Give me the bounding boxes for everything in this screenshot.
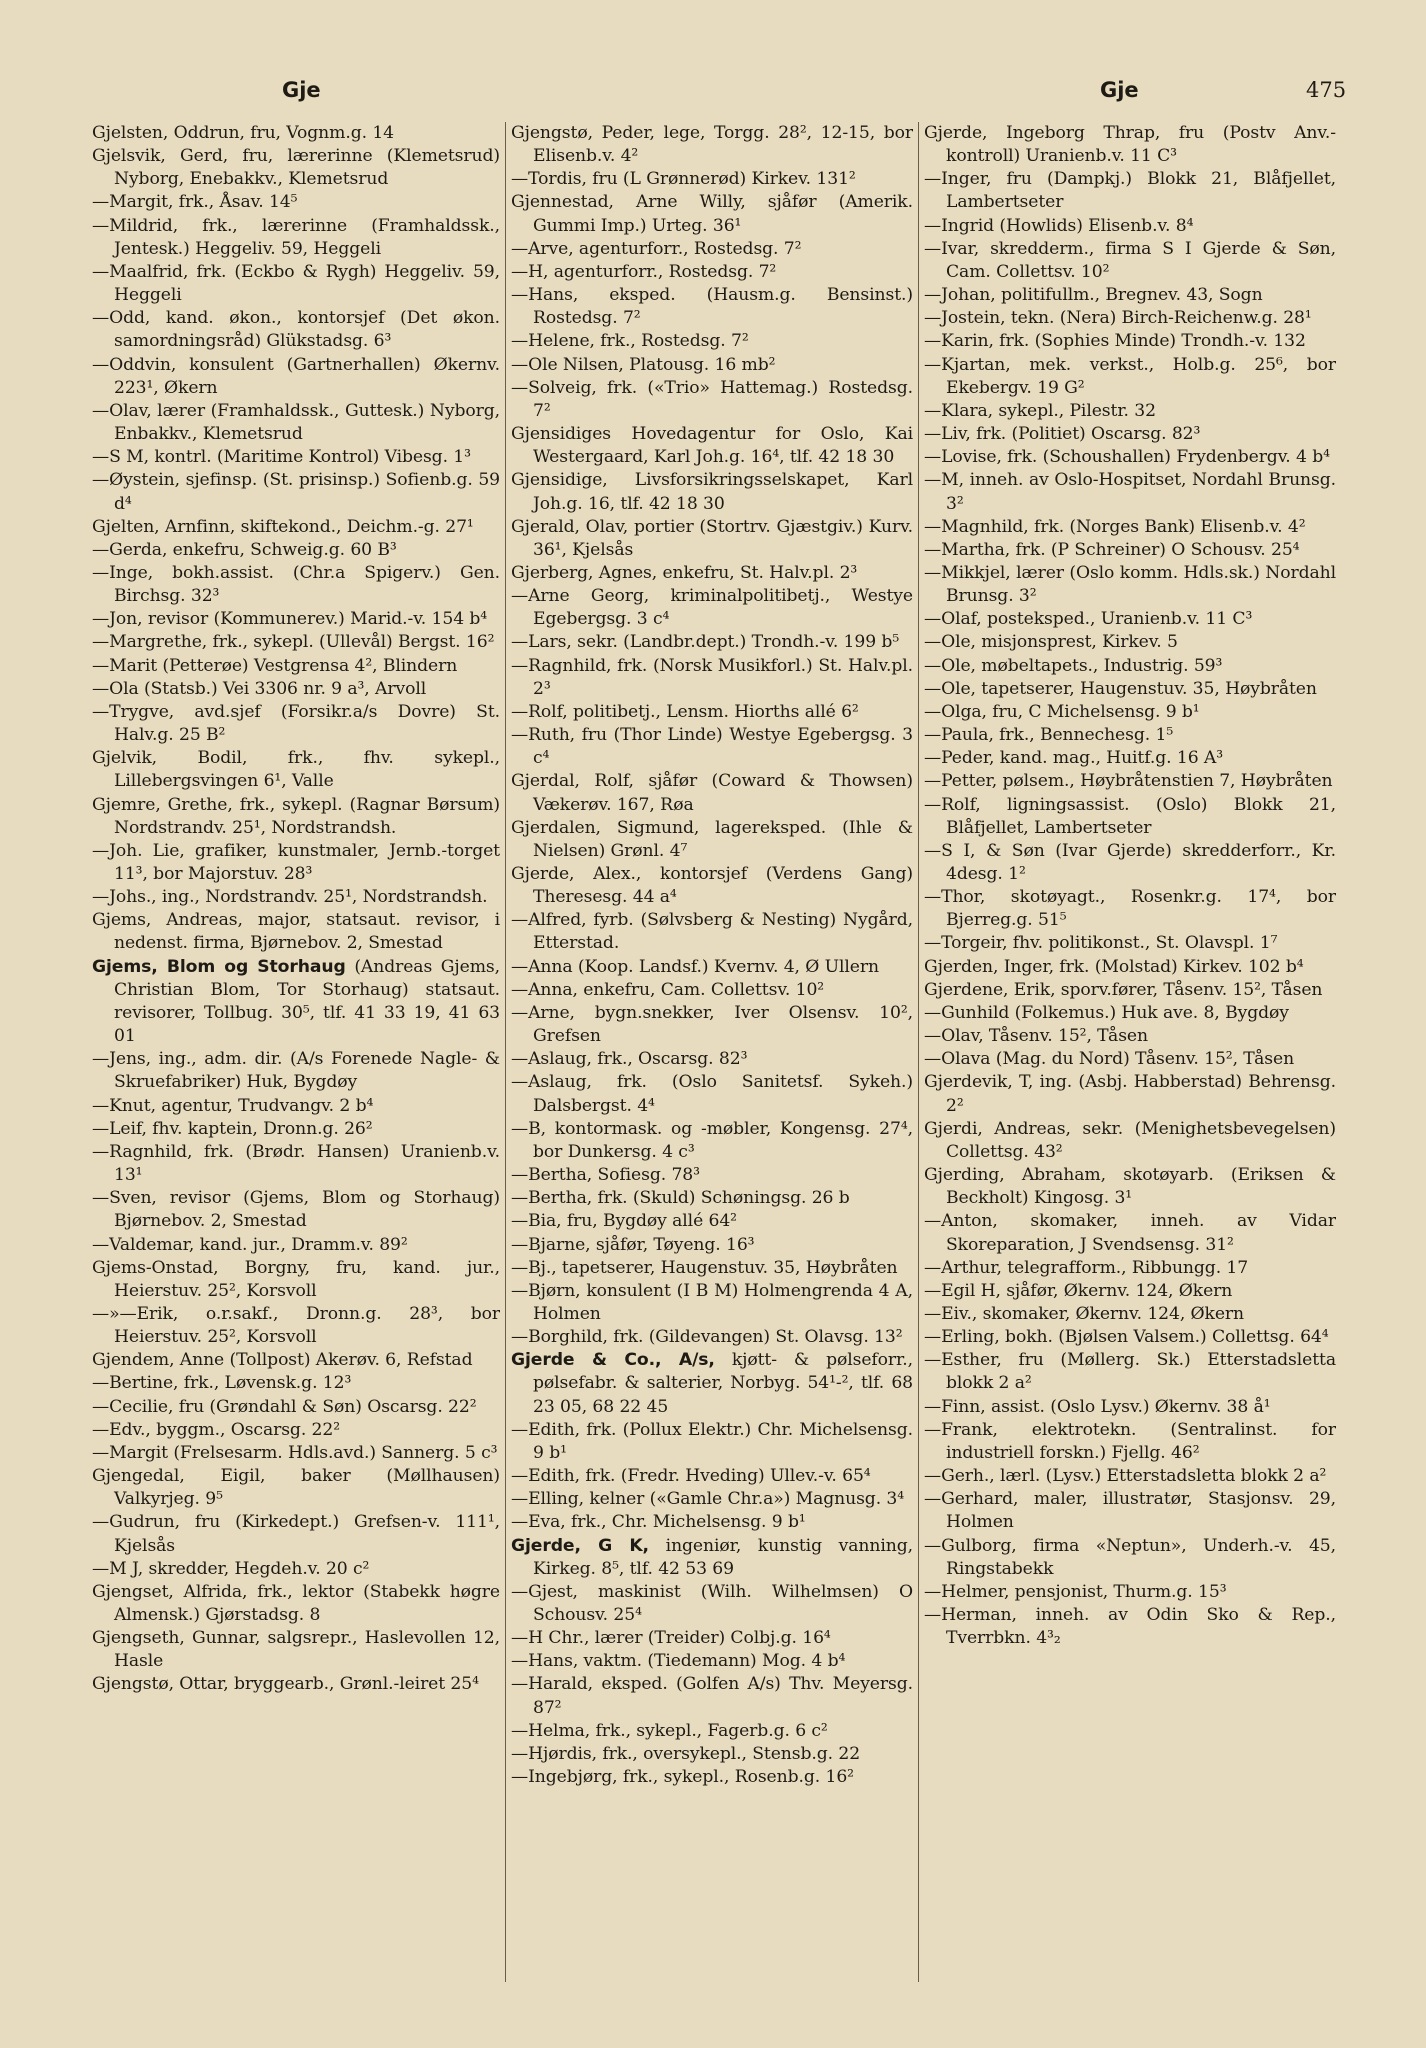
directory-entry: Gjerde, Alex., kontorsjef (Verdens Gang) Theresesg. 44 a⁴ [511, 864, 913, 908]
directory-entry: —Egil H, sjåfør, Økernv. 124, Økern [924, 1280, 1233, 1301]
directory-entry: Gjensidiges Hovedagentur for Oslo, Kai Westergaard, Karl Joh.g. 16⁴, tlf. 42 18 30 [511, 424, 913, 468]
directory-entry: —Johs., ing., Nordstrandv. 25¹, Nordstrandsh. [92, 887, 488, 908]
directory-entry: Gjelvik, Bodil, frk., fhv. sykepl., Lillebergsvingen 6¹, Valle [92, 748, 500, 792]
directory-entry: —Elling, kelner («Gamle Chr.a») Magnusg. 3⁴ [511, 1489, 905, 1510]
directory-entry: —»—Erik, o.r.sakf., Dronn.g. 28³, bor Heierstuv. 25², Korsvoll [92, 1303, 500, 1348]
directory-entry: —Arve, agenturforr., Rostedsg. 7² [511, 238, 802, 259]
directory-entry: —Edith, frk. (Fredr. Hveding) Ullev.-v. 65⁴ [511, 1466, 871, 1487]
directory-entry: Gjemre, Grethe, frk., sykepl. (Ragnar Børsum) Nordstrandv. 25¹, Nordstrandsh. [92, 794, 500, 838]
directory-entry: Gjerdevik, T, ing. (Asbj. Habberstad) Behrensg. 2² [924, 1072, 1336, 1116]
directory-entry: Gjerdalen, Sigmund, lagereksped. (Ihle & Nielsen) Grønl. 4⁷ [511, 817, 913, 861]
directory-entry: —Marit (Petterøe) Vestgrensa 4², Blindern [92, 655, 458, 676]
directory-entry: Gjennestad, Arne Willy, sjåfør (Amerik. Gummi Imp.) Urteg. 36¹ [511, 192, 913, 236]
directory-entry: —Margit (Frelsesarm. Hdls.avd.) Sannerg. 5 c³ [92, 1442, 498, 1463]
directory-entry: —Bertine, frk., Løvensk.g. 12³ [92, 1373, 352, 1394]
directory-entry: —Olaf, posteksped., Uranienb.v. 11 C³ [924, 609, 1253, 630]
directory-entry: —Mikkjel, lærer (Oslo komm. Hdls.sk.) Nordahl Brunsg. 3² [924, 562, 1336, 607]
directory-entry: —Gerh., lærl. (Lysv.) Etterstadsletta blokk 2 a² [924, 1466, 1327, 1487]
directory-entry: —H Chr., lærer (Treider) Colbj.g. 16⁴ [511, 1628, 831, 1649]
directory-entry: Gjelsvik, Gerd, fru, lærerinne (Klemetsrud) Nyborg, Enebakkv., Klemetsrud [92, 146, 500, 190]
directory-entry: —Mildrid, frk., lærerinne (Framhaldssk., Jentesk.) Heggeliv. 59, Heggeli [92, 215, 500, 259]
directory-entry: —Hans, eksped. (Hausm.g. Bensinst.) Rostedsg. 7² [511, 285, 913, 329]
directory-entry: —Gerhard, maler, illustratør, Stasjonsv. 29, Holmen [924, 1489, 1336, 1533]
directory-entry: —Joh. Lie, grafiker, kunstmaler, Jernb.-torget 11³, bor Majorstuv. 28³ [92, 840, 500, 884]
directory-entry: —Esther, fru (Møllerg. Sk.) Etterstadsletta blokk 2 a² [924, 1350, 1336, 1394]
page-header [0, 78, 1426, 114]
directory-entry: Gjengstø, Ottar, bryggearb., Grønl.-leiret 25⁴ [92, 1674, 479, 1695]
directory-entry: —Frank, elektrotekn. (Sentralinst. for industriell forskn.) Fjellg. 46² [924, 1419, 1336, 1463]
directory-entry: Gjengedal, Eigil, baker (Møllhausen) Valkyrjeg. 9⁵ [92, 1466, 500, 1510]
directory-entry: —Ruth, fru (Thor Linde) Westye Egebergsg. 3 c⁴ [511, 725, 913, 769]
directory-entry: —Jostein, tekn. (Nera) Birch-Reichenw.g. 28¹ [924, 308, 1312, 329]
directory-entry: —Olav, lærer (Framhaldssk., Guttesk.) Nyborg, Enbakkv., Klemetsrud [92, 400, 500, 445]
directory-entry: —Solveig, frk. («Trio» Hattemag.) Rostedsg. 7² [511, 377, 913, 421]
directory-entry: —S I, & Søn (Ivar Gjerde) skredderforr., Kr. 4desg. 1² [924, 840, 1336, 884]
directory-entry: Gjerde, Ingeborg Thrap, fru (Postv Anv.- kontroll) Uranienb.v. 11 C³ [924, 123, 1336, 167]
directory-entry: —Olav, Tåsenv. 15², Tåsen [924, 1026, 1148, 1047]
directory-entry: —Gulborg, firma «Neptun», Underh.-v. 45, Ringstabekk [924, 1535, 1336, 1579]
directory-entry: —Bertha, frk. (Skuld) Schøningsg. 26 b [511, 1188, 850, 1209]
directory-entry: —Oddvin, konsulent (Gartnerhallen) Økernv. 223¹, Økern [92, 354, 500, 398]
directory-entry: —Borghild, frk. (Gildevangen) St. Olavsg. 13² [511, 1327, 903, 1348]
directory-entry: —Øystein, sjefinsp. (St. prisinsp.) Sofienb.g. 59 d⁴ [92, 470, 500, 514]
directory-entry: Gjerde & Co., A/s, kjøtt- & pølseforr., pølsefabr. & salterier, Norbyg. 54¹‑², tlf. 68 23 05, 68 22 45 [511, 1350, 913, 1417]
directory-entry: —Ivar, skredderm., firma S I Gjerde & Søn, Cam. Collettsv. 10² [924, 238, 1336, 282]
directory-entry: —Maalfrid, frk. (Eckbo & Rygh) Heggeliv. 59, Heggeli [92, 261, 500, 306]
directory-entry: —Eva, frk., Chr. Michelsensg. 9 b¹ [511, 1512, 806, 1533]
directory-entry: Gjengset, Alfrida, frk., lektor (Stabekk høgre Almensk.) Gjørstadsg. 8 [92, 1581, 500, 1625]
directory-entry: —Arthur, telegrafform., Ribbungg. 17 [924, 1257, 1249, 1278]
header-left-keyword: Gje [282, 78, 321, 102]
directory-entry: Gjerdene, Erik, sporv.fører, Tåsenv. 15², Tåsen [924, 979, 1323, 1000]
directory-entry: —Hans, vaktm. (Tiedemann) Mog. 4 b⁴ [511, 1651, 846, 1672]
directory-entry: —Lars, sekr. (Landbr.dept.) Trondh.-v. 199 b⁵ [511, 632, 900, 653]
directory-entry: —Helmer, pensjonist, Thurm.g. 15³ [924, 1581, 1227, 1602]
directory-entry: —Rolf, ligningsassist. (Oslo) Blokk 21, Blåfjellet, Lambertseter [924, 794, 1336, 838]
directory-entry: —Bjørn, konsulent (I B M) Holmengrenda 4 A, Holmen [511, 1280, 913, 1324]
directory-entry: Gjerde, G K, ingeniør, kunstig vanning, Kirkeg. 8⁵, tlf. 42 53 69 [511, 1535, 913, 1579]
directory-entry: Gjengstø, Peder, lege, Torgg. 28², 12-15, bor Elisenb.v. 4² [511, 123, 913, 167]
directory-entry: —Aslaug, frk., Oscarsg. 82³ [511, 1049, 748, 1070]
directory-entry: —Jon, revisor (Kommunerev.) Marid.-v. 154 b⁴ [92, 609, 488, 630]
directory-entry: —M, inneh. av Oslo-Hospitset, Nordahl Brunsg. 3² [924, 470, 1336, 514]
directory-entry: —Ragnhild, frk. (Norsk Musikforl.) St. Halv.pl. 2³ [511, 655, 913, 699]
directory-entry: —Thor, skotøyagt., Rosenkr.g. 17⁴, bor Bjerreg.g. 51⁵ [924, 887, 1336, 931]
directory-entry: —Anna (Koop. Landsf.) Kvernv. 4, Ø Ullern [511, 956, 879, 977]
directory-entry: —Margit, frk., Åsav. 14⁵ [92, 192, 298, 213]
directory-entry: —Odd, kand. økon., kontorsjef (Det økon. samordningsråd) Glükstadsg. 6³ [92, 308, 500, 352]
directory-entry: —Leif, fhv. kaptein, Dronn.g. 26² [92, 1118, 373, 1139]
directory-entry: —Ragnhild, frk. (Brødr. Hansen) Uranienb.v. 13¹ [92, 1141, 500, 1186]
header-right-keyword: Gje [1100, 78, 1139, 102]
directory-entry: —Bjarne, sjåfør, Tøyeng. 16³ [511, 1234, 755, 1255]
directory-entry: Gjensidige, Livsforsikringsselskapet, Karl Joh.g. 16, tlf. 42 18 30 [511, 470, 913, 514]
directory-entry: —Ola (Statsb.) Vei 3306 nr. 9 a³, Arvoll [92, 678, 427, 699]
directory-entry: —Arne Georg, kriminalpolitibetj., Westye Egebergsg. 3 c⁴ [511, 586, 913, 630]
directory-entry: —Arne, bygn.snekker, Iver Olsensv. 10², Grefsen [511, 1002, 913, 1047]
directory-entry: —Petter, pølsem., Høybråtenstien 7, Høybråten [924, 771, 1333, 792]
directory-entry: —M J, skredder, Hegdeh.v. 20 c² [92, 1558, 370, 1579]
directory-entry: —Karin, frk. (Sophies Minde) Trondh.-v. 132 [924, 331, 1306, 352]
directory-entry: —Olava (Mag. du Nord) Tåsenv. 15², Tåsen [924, 1049, 1295, 1070]
directory-entry: —Alfred, fyrb. (Sølvsberg & Nesting) Nygård, Etterstad. [511, 910, 913, 954]
directory-entry: —Magnhild, frk. (Norges Bank) Elisenb.v. 4² [924, 516, 1306, 537]
directory-entry: Gjerding, Abraham, skotøyarb. (Eriksen & Beckholt) Kingosg. 3¹ [924, 1165, 1336, 1209]
directory-entry: —Erling, bokh. (Bjølsen Valsem.) Collettsg. 64⁴ [924, 1327, 1329, 1348]
directory-entry: —Finn, assist. (Oslo Lysv.) Økernv. 38 å¹ [924, 1396, 1271, 1417]
column-divider [918, 122, 919, 1982]
directory-entry: Gjems-Onstad, Borgny, fru, kand. jur., Heierstuv. 25², Korsvoll [92, 1257, 500, 1301]
directory-entry: —B, kontormask. og -møbler, Kongensg. 27⁴, bor Dunkersg. 4 c³ [511, 1118, 913, 1162]
directory-entry: Gjengseth, Gunnar, salgsrepr., Haslevollen 12, Hasle [92, 1628, 500, 1672]
directory-entry: —Ingrid (Howlids) Elisenb.v. 8⁴ [924, 215, 1194, 236]
column-2 [511, 122, 913, 1982]
directory-entry: —Inge, bokh.assist. (Chr.a Spigerv.) Gen. Birchsg. 32³ [92, 562, 500, 607]
directory-entry: —Gerda, enkefru, Schweig.g. 60 B³ [92, 539, 397, 560]
directory-entry: Gjerald, Olav, portier (Stortrv. Gjæstgiv.) Kurv. 36¹, Kjelsås [511, 516, 913, 560]
directory-entry: Gjerdi, Andreas, sekr. (Menighetsbevegelsen) Collettsg. 43² [924, 1118, 1336, 1162]
directory-entry: Gjerberg, Agnes, enkefru, St. Halv.pl. 2³ [511, 562, 858, 583]
directory-entry: —Jens, ing., adm. dir. (A/s Forenede Nagle- & Skruefabriker) Huk, Bygdøy [92, 1049, 500, 1093]
directory-entry: Gjems, Andreas, major, statsaut. revisor, i nedenst. firma, Bjørnebov. 2, Smestad [92, 910, 500, 954]
directory-entry: —Inger, fru (Dampkj.) Blokk 21, Blåfjellet, Lambertseter [924, 169, 1336, 213]
column-divider [505, 122, 506, 1982]
directory-entry: —Paula, frk., Bennechesg. 1⁵ [924, 725, 1174, 746]
directory-entry: —Klara, sykepl., Pilestr. 32 [924, 400, 1156, 421]
directory-entry: —Bertha, Sofiesg. 78³ [511, 1165, 700, 1186]
directory-entry: Gjerdal, Rolf, sjåfør (Coward & Thowsen) Vækerøv. 167, Røa [511, 771, 913, 815]
directory-entry: —Gunhild (Folkemus.) Huk ave. 8, Bygdøy [924, 1002, 1289, 1023]
directory-entry: —Ingebjørg, frk., sykepl., Rosenb.g. 16² [511, 1767, 854, 1788]
directory-entry: —Valdemar, kand. jur., Dramm.v. 89² [92, 1234, 408, 1255]
directory-entry: —Olga, fru, C Michelsensg. 9 b¹ [924, 701, 1200, 722]
directory-entry: —Kjartan, mek. verkst., Holb.g. 25⁶, bor Ekebergv. 19 G² [924, 354, 1336, 398]
directory-entry: —Peder, kand. mag., Huitf.g. 16 A³ [924, 748, 1224, 769]
directory-entry: —Tordis, fru (L Grønnerød) Kirkev. 131² [511, 169, 856, 190]
directory-entry: —Liv, frk. (Politiet) Oscarsg. 82³ [924, 424, 1201, 445]
directory-entry: —Harald, eksped. (Golfen A/s) Thv. Meyersg. 87² [511, 1674, 913, 1718]
directory-entry: —Torgeir, fhv. politikonst., St. Olavspl. 1⁷ [924, 933, 1278, 954]
directory-entry: —Edv., byggm., Oscarsg. 22² [92, 1419, 341, 1440]
directory-entry: Gjelsten, Oddrun, fru, Vognm.g. 14 [92, 123, 394, 143]
directory-entry: —Margrethe, frk., sykepl. (Ullevål) Bergst. 16² [92, 632, 495, 653]
directory-entry: —Lovise, frk. (Schoushallen) Frydenbergv. 4 b⁴ [924, 447, 1330, 468]
directory-entry: —Trygve, avd.sjef (Forsikr.a/s Dovre) St. Halv.g. 25 B² [92, 701, 500, 746]
page-number: 475 [1306, 78, 1347, 102]
column-3 [924, 122, 1336, 1982]
directory-entry: —Johan, politifullm., Bregnev. 43, Sogn [924, 285, 1263, 306]
directory-entry: —Sven, revisor (Gjems, Blom og Storhaug) Bjørnebov. 2, Smestad [92, 1188, 500, 1232]
directory-entry: Gjelten, Arnfinn, skiftekond., Deichm.-g. 27¹ [92, 516, 474, 537]
directory-entry: —Edith, frk. (Pollux Elektr.) Chr. Michelsensg. 9 b¹ [511, 1419, 913, 1463]
directory-entry: Gjendem, Anne (Tollpost) Akerøv. 6, Refstad [92, 1350, 473, 1371]
directory-entry: —Anton, skomaker, inneh. av Vidar Skoreparation, J Svendsensg. 31² [924, 1211, 1336, 1255]
directory-entry: —S M, kontrl. (Maritime Kontrol) Vibesg. 1³ [92, 447, 471, 468]
directory-entry: —H, agenturforr., Rostedsg. 7² [511, 261, 777, 282]
directory-entry: —Eiv., skomaker, Økernv. 124, Økern [924, 1303, 1245, 1324]
directory-entry: —Helene, frk., Rostedsg. 7² [511, 331, 749, 352]
directory-entry: —Ole Nilsen, Platousg. 16 mb² [511, 354, 776, 375]
directory-entry: —Cecilie, fru (Grøndahl & Søn) Oscarsg. 22² [92, 1396, 477, 1417]
directory-entry: —Helma, frk., sykepl., Fagerb.g. 6 c² [511, 1720, 828, 1741]
directory-entry: —Anna, enkefru, Cam. Collettsv. 10² [511, 979, 825, 1000]
directory-entry: —Aslaug, frk. (Oslo Sanitetsf. Sykeh.) Dalsbergst. 4⁴ [511, 1072, 913, 1116]
directory-entry: —Ole, møbeltapets., Industrig. 59³ [924, 655, 1223, 676]
directory-entry: Gjerden, Inger, frk. (Molstad) Kirkev. 102 b⁴ [924, 956, 1304, 977]
directory-entry: —Hjørdis, frk., oversykepl., Stensb.g. 22 [511, 1743, 861, 1764]
directory-entry: —Bj., tapetserer, Haugenstuv. 35, Høybråten [511, 1257, 898, 1278]
directory-entry: Gjems, Blom og Storhaug (Andreas Gjems, Christian Blom, Tor Storhaug) statsaut. revisorer, Tollbug. 30⁵, tlf. 41 33 19, 41 63 01 [92, 956, 500, 1047]
column-1 [92, 122, 500, 1982]
directory-entry: —Rolf, politibetj., Lensm. Hiorths allé 6² [511, 701, 859, 722]
directory-entry: —Herman, inneh. av Odin Sko & Rep., Tverrbkn. 4³₂ [924, 1605, 1336, 1649]
directory-entry: —Knut, agentur, Trudvangv. 2 b⁴ [92, 1095, 374, 1116]
directory-entry: —Ole, misjonsprest, Kirkev. 5 [924, 632, 1178, 653]
directory-entry: —Martha, frk. (P Schreiner) O Schousv. 25⁴ [924, 539, 1300, 560]
directory-entry: —Bia, fru, Bygdøy allé 64² [511, 1211, 737, 1232]
directory-entry: —Gjest, maskinist (Wilh. Wilhelmsen) O Schousv. 25⁴ [511, 1581, 913, 1625]
directory-entry: —Ole, tapetserer, Haugenstuv. 35, Høybråten [924, 678, 1317, 699]
directory-entry: —Gudrun, fru (Kirkedept.) Grefsen-v. 111¹, Kjelsås [92, 1512, 500, 1556]
